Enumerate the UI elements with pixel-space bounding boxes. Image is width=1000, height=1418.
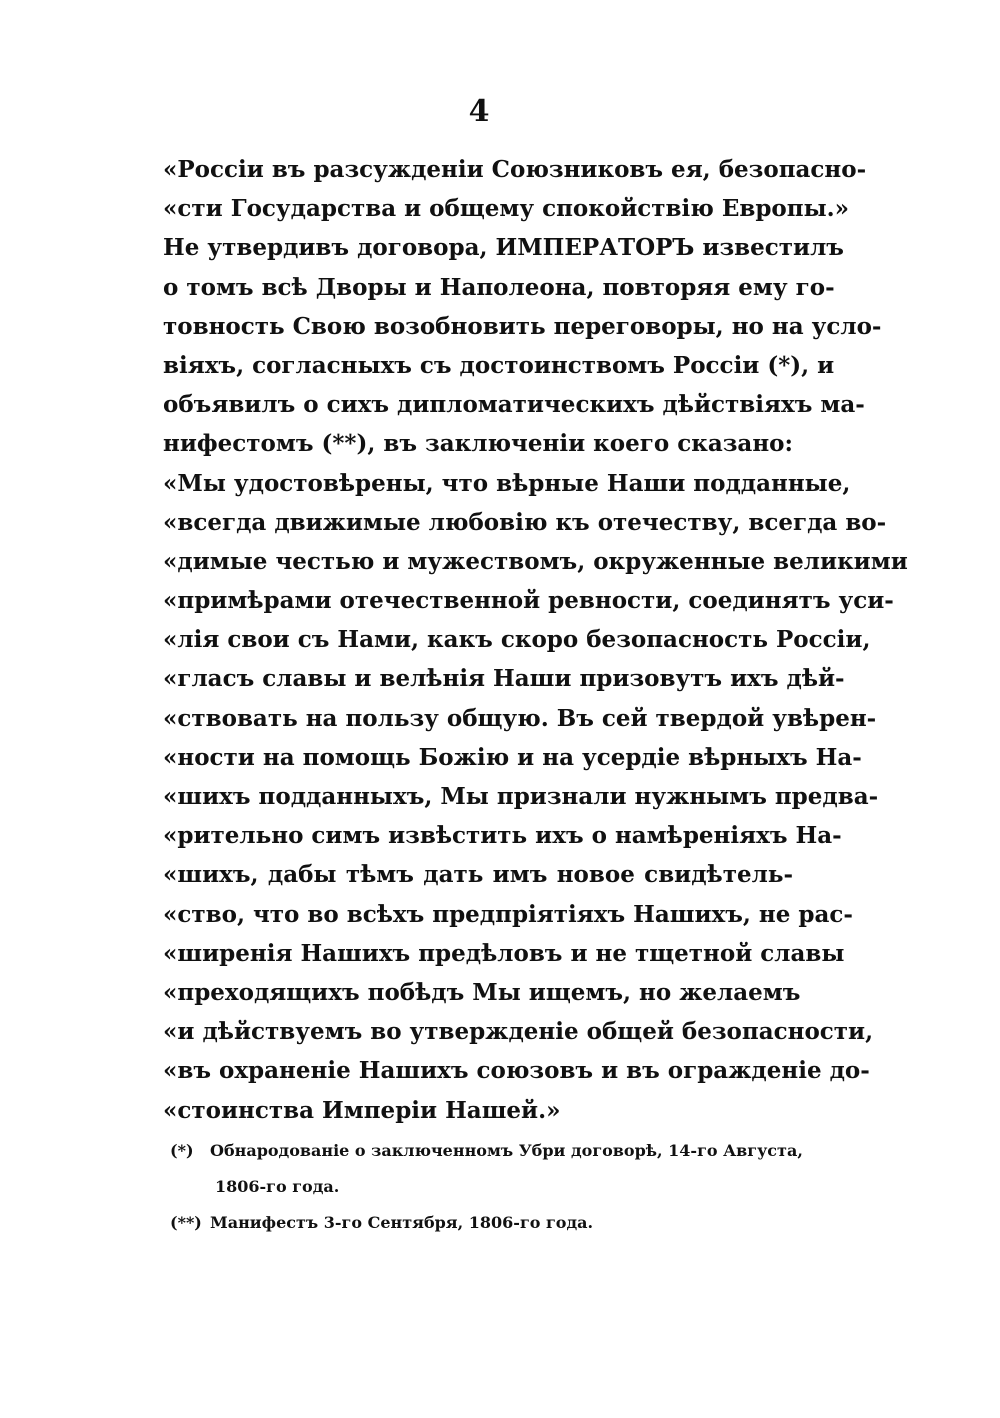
text-line: о томъ всѣ Дворы и Наполеона, повторяя ему го- — [163, 273, 835, 301]
text-line: «стоинства Имперіи Нашей.» — [163, 1096, 561, 1124]
text-line: «въ охраненіе Нашихъ союзовъ и въ огражденіе до- — [163, 1057, 870, 1085]
text-line: «и дѣйствуемъ во утвержденіе общей безопасности, — [163, 1018, 874, 1046]
body-text — [163, 150, 908, 1130]
text-line: «сти Государства и общему спокойствію Европы.» — [163, 195, 850, 223]
footnotes — [170, 1133, 810, 1241]
text-line: «ство, что во всѣхъ предпріятіяхъ Нашихъ, не рас- — [163, 900, 853, 928]
text-line: «ности на помощь Божію и на усердіе вѣрныхъ На- — [163, 743, 862, 771]
text-line: Не утвердивъ договора, ИМПЕРАТОРЪ известилъ — [163, 234, 844, 262]
footnote-text: Манифестъ 3-го Сентября, 1806-го года. — [210, 1213, 594, 1232]
footnote-marker: (*) — [170, 1141, 194, 1160]
text-line: нифестомъ (**), въ заключеніи коего сказано: — [163, 430, 793, 458]
footnote-1 — [170, 1133, 810, 1169]
text-line: віяхъ, согласныхъ съ достоинствомъ Россіи (*), и — [163, 351, 835, 379]
footnote-text: Обнародованіе о заключенномъ Убри договорѣ, 14-го Августа, — [210, 1141, 803, 1160]
text-line: «лія свои съ Нами, какъ скоро безопасность Россіи, — [163, 626, 871, 654]
text-line: «шихъ подданныхъ, Мы признали нужнымъ предва- — [163, 783, 879, 810]
text-line: «Мы удостовѣрены, что вѣрные Наши подданные, — [163, 469, 851, 497]
text-line: товность Свою возобновить переговоры, но на усло- — [163, 312, 882, 340]
footnote-2 — [170, 1205, 810, 1241]
text-line: «гласъ славы и велѣнія Наши призовутъ ихъ дѣй- — [163, 665, 845, 693]
text-line: «димые честью и мужествомъ, окруженные великими — [163, 547, 908, 575]
footnote-marker: (**) — [170, 1213, 202, 1232]
text-line: «Россіи въ разсужденіи Союзниковъ ея, безопасно- — [163, 156, 867, 183]
footnote-1-continuation: 1806-го года. — [215, 1177, 340, 1196]
text-line: объявилъ о сихъ дипломатическихъ дѣйствіяхъ ма- — [163, 391, 865, 419]
text-line: «преходящихъ побѣдъ Мы ищемъ, но желаемъ — [163, 978, 801, 1006]
text-line: «шихъ, дабы тѣмъ дать имъ новое свидѣтель- — [163, 861, 793, 889]
page-number: 4 — [468, 94, 490, 129]
text-line: «ствовать на пользу общую. Въ сей твердой увѣрен- — [163, 704, 877, 732]
text-line: «всегда движимые любовію къ отечеству, всегда во- — [163, 508, 887, 536]
text-line: «примѣрами отечественной ревности, соединятъ уси- — [163, 587, 894, 615]
text-line: «ширенія Нашихъ предѣловъ и не тщетной славы — [163, 939, 845, 967]
text-line: «рительно симъ извѣстить ихъ о намѣреніяхъ На- — [163, 822, 842, 850]
